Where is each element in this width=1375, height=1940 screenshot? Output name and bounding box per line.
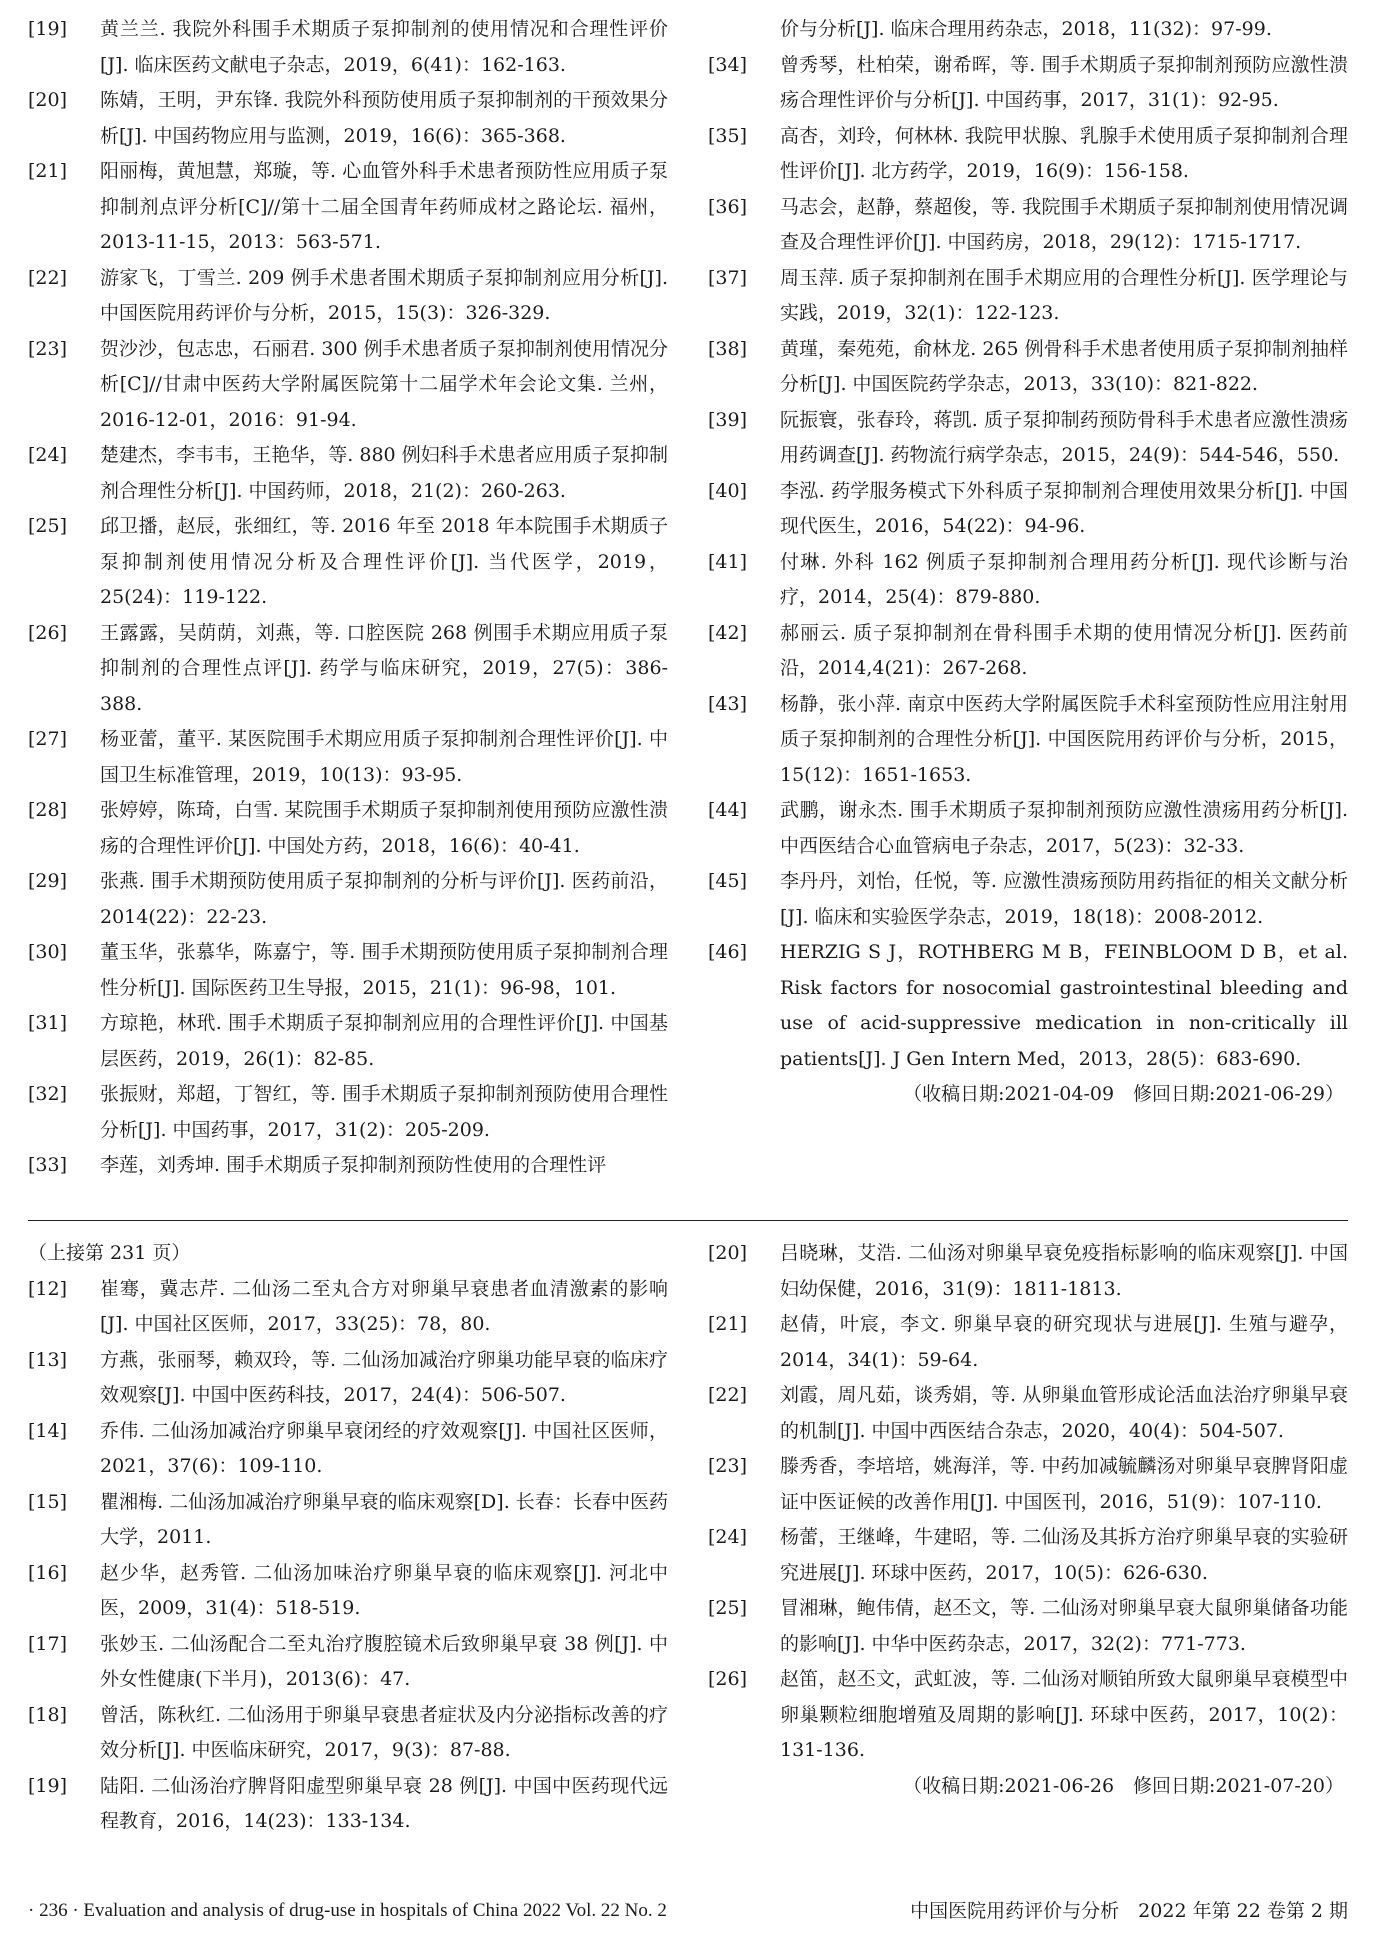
reference-item <box>28 1556 668 1627</box>
received-dates: （收稿日期:2021-06-26 修回日期:2021-07-20） <box>903 1774 1344 1797</box>
reference-text: HERZIG S J，ROTHBERG M B，FEINBLOOM D B，et al. Risk factors for nosocomial gastrointestinal bleeding and use of acid-suppressive medication in non-critically ill patients[J]. J Gen Intern Med，2013，28(5)：683-690. <box>780 941 1348 1070</box>
reference-text: 高杏，刘玲，何林林. 我院甲状腺、乳腺手术使用质子泵抑制剂合理性评价[J]. 北方药学，2019，16(9)：156-158. <box>780 124 1348 182</box>
reference-number: [16] <box>28 1561 68 1584</box>
reference-item <box>28 154 668 261</box>
reference-number: [40] <box>708 479 748 502</box>
reference-number: [42] <box>708 621 748 644</box>
reference-item <box>708 1520 1348 1591</box>
reference-text: 瞿湘梅. 二仙汤加减治疗卵巢早衰的临床观察[D]. 长春：长春中医药大学，2011. <box>100 1490 668 1548</box>
reference-number: [21] <box>708 1313 748 1335</box>
reference-continuation: 价与分析[J]. 临床合理用药杂志，2018，11(32)：97-99. <box>780 18 1272 40</box>
reference-text: 游家飞，丁雪兰. 209 例手术患者围术期质子泵抑制剂应用分析[J]. 中国医院用药评价与分析，2015，15(3)：326-329. <box>100 266 668 324</box>
reference-item <box>708 403 1348 474</box>
bottom-right-column <box>708 1236 1348 1804</box>
reference-number: [43] <box>708 692 748 715</box>
reference-number: [23] <box>708 1455 748 1477</box>
reference-item <box>28 1272 668 1343</box>
reference-item <box>708 1591 1348 1662</box>
reference-item <box>28 864 668 935</box>
reference-text: 邱卫播，赵辰，张细红，等. 2016 年至 2018 年本院围手术期质子泵抑制剂使用情况分析及合理性评价[J]. 当代医学，2019，25(24)：119-122. <box>100 515 668 608</box>
reference-item <box>28 509 668 616</box>
reference-text: 曾秀琴，杜柏荣，谢希晖，等. 围手术期质子泵抑制剂预防应激性溃疡合理性评价与分析[J]. 中国药事，2017，31(1)：92-95. <box>780 53 1348 111</box>
reference-text: 赵倩，叶宸，李文. 卵巢早衰的研究现状与进展[J]. 生殖与避孕，2014，34(1)：59-64. <box>780 1313 1348 1371</box>
reference-item <box>28 1485 668 1556</box>
reference-item <box>28 1769 668 1840</box>
reference-number: [46] <box>708 941 748 963</box>
reference-text: 张燕. 围手术期预防使用质子泵抑制剂的分析与评价[J]. 医药前沿，2014(22)：22-23. <box>100 870 668 928</box>
reference-text: 吕晓琳，艾浩. 二仙汤对卵巢早衰免疫指标影响的临床观察[J]. 中国妇幼保健，2016，31(9)：1811-1813. <box>780 1242 1348 1300</box>
footer-journal-cn: 中国医院用药评价与分析 2022 年第 22 卷第 2 期 <box>910 1900 1348 1922</box>
reference-number: [32] <box>28 1083 68 1105</box>
reference-text: 李泓. 药学服务模式下外科质子泵抑制剂合理使用效果分析[J]. 中国现代医生，2016，54(22)：94-96. <box>780 479 1348 537</box>
reference-text: 黄兰兰. 我院外科围手术期质子泵抑制剂的使用情况和合理性评价[J]. 临床医药文献电子杂志，2019，6(41)：162-163. <box>100 18 668 76</box>
reference-text: 杨静，张小萍. 南京中医药大学附属医院手术科室预防性应用注射用质子泵抑制剂的合理性分析[J]. 中国医院用药评价与分析，2015，15(12)：1651-1653. <box>780 692 1348 786</box>
reference-item <box>28 1414 668 1485</box>
reference-text: 刘霞，周凡茹，谈秀娟，等. 从卵巢血管形成论活血法治疗卵巢早衰的机制[J]. 中国中西医结合杂志，2020，40(4)：504-507. <box>780 1384 1348 1442</box>
reference-number: [37] <box>708 266 748 289</box>
reference-number: [39] <box>708 408 748 431</box>
reference-item <box>28 1148 668 1184</box>
reference-text: 陈婧，王明，尹东锋. 我院外科预防使用质子泵抑制剂的干预效果分析[J]. 中国药物应用与监测，2019，16(6)：365-368. <box>100 89 668 147</box>
reference-text: 王露露，吴荫荫，刘燕，等. 口腔医院 268 例围手术期应用质子泵抑制剂的合理性点评[J]. 药学与临床研究，2019，27(5)：386-388. <box>100 621 668 715</box>
reference-number: [38] <box>708 337 748 360</box>
reference-text: 赵少华，赵秀管. 二仙汤加味治疗卵巢早衰的临床观察[J]. 河北中医，2009，31(4)：518-519. <box>100 1561 668 1619</box>
reference-text: 赵笛，赵丕文，武虹波，等. 二仙汤对顺铂所致大鼠卵巢早衰模型中卵巢颗粒细胞增殖及周期的影响[J]. 环球中医药，2017，10(2)：131-136. <box>780 1668 1348 1761</box>
reference-number: [35] <box>708 124 748 147</box>
reference-text: 黄瑾，秦苑苑，俞林龙. 265 例骨科手术患者使用质子泵抑制剂抽样分析[J]. 中国医院药学杂志，2013，33(10)：821-822. <box>780 337 1348 395</box>
reference-number: [27] <box>28 728 68 750</box>
reference-item <box>28 332 668 439</box>
received-dates: （收稿日期:2021-04-09 修回日期:2021-06-29） <box>903 1083 1344 1105</box>
reference-text: 付琳. 外科 162 例质子泵抑制剂合理用药分析[J]. 现代诊断与治疗，2014，25(4)：879-880. <box>780 550 1348 608</box>
reference-number: [24] <box>708 1526 748 1548</box>
reference-item <box>28 616 668 723</box>
reference-text: 张婷婷，陈琦，白雪. 某院围手术期质子泵抑制剂使用预防应激性溃疡的合理性评价[J]. 中国处方药，2018，16(6)：40-41. <box>100 799 668 857</box>
reference-number: [26] <box>708 1668 748 1690</box>
reference-item <box>708 1307 1348 1378</box>
reference-item <box>28 1627 668 1698</box>
reference-number: [44] <box>708 799 748 821</box>
reference-text: 乔伟. 二仙汤加减治疗卵巢早衰闭经的疗效观察[J]. 中国社区医师，2021，37(6)：109-110. <box>100 1419 668 1477</box>
reference-item <box>708 261 1348 332</box>
reference-item <box>708 474 1348 545</box>
reference-text: 冒湘琳，鲍伟倩，赵丕文，等. 二仙汤对卵巢早衰大鼠卵巢储备功能的影响[J]. 中华中医药杂志，2017，32(2)：771-773. <box>780 1597 1348 1655</box>
reference-item <box>708 616 1348 687</box>
reference-text: 马志会，赵静，蔡超俊，等. 我院围手术期质子泵抑制剂使用情况调查及合理性评价[J]. 中国药房，2018，29(12)：1715-1717. <box>780 195 1348 253</box>
reference-number: [31] <box>28 1012 68 1034</box>
section-divider <box>28 1220 1348 1221</box>
reference-item <box>28 722 668 793</box>
reference-number: [41] <box>708 550 748 573</box>
reference-number: [22] <box>708 1384 748 1406</box>
reference-item <box>708 935 1348 1077</box>
reference-text: 方琼艳，林玳. 围手术期质子泵抑制剂应用的合理性评价[J]. 中国基层医药，2019，26(1)：82-85. <box>100 1012 668 1070</box>
reference-number: [17] <box>28 1632 68 1655</box>
top-left-column <box>28 12 668 1184</box>
reference-text: 楚建杰，李韦韦，王艳华，等. 880 例妇科手术患者应用质子泵抑制剂合理性分析[J]. 中国药师，2018，21(2)：260-263. <box>100 444 668 502</box>
reference-item <box>708 793 1348 864</box>
reference-item <box>28 1343 668 1414</box>
reference-number: [30] <box>28 941 68 963</box>
continuation-note: （上接第 231 页） <box>28 1242 191 1264</box>
reference-number: [26] <box>28 621 68 644</box>
reference-number: [13] <box>28 1348 68 1371</box>
reference-item <box>708 1378 1348 1449</box>
reference-text: 武鹏，谢永杰. 围手术期质子泵抑制剂预防应激性溃疡用药分析[J]. 中西医结合心血管病电子杂志，2017，5(23)：32-33. <box>780 799 1348 857</box>
reference-text: 方燕，张丽琴，赖双玲，等. 二仙汤加减治疗卵巢功能早衰的临床疗效观察[J]. 中国中医药科技，2017，24(4)：506-507. <box>100 1348 668 1406</box>
reference-item <box>28 1077 668 1148</box>
reference-number: [22] <box>28 266 68 289</box>
reference-item <box>28 1006 668 1077</box>
reference-item <box>28 261 668 332</box>
reference-text: 杨蕾，王继峰，牛建昭，等. 二仙汤及其拆方治疗卵巢早衰的实验研究进展[J]. 环球中医药，2017，10(5)：626-630. <box>780 1526 1348 1584</box>
reference-number: [12] <box>28 1277 68 1300</box>
reference-text: 董玉华，张慕华，陈嘉宁，等. 围手术期预防使用质子泵抑制剂合理性分析[J]. 国际医药卫生导报，2015，21(1)：96-98，101. <box>100 941 668 999</box>
reference-item <box>28 438 668 509</box>
reference-number: [33] <box>28 1154 68 1176</box>
reference-text: 阳丽梅，黄旭慧，郑璇，等. 心血管外科手术患者预防性应用质子泵抑制剂点评分析[C]//第十二届全国青年药师成材之路论坛. 福州，2013-11-15，2013：563-571. <box>100 160 668 253</box>
reference-item <box>28 793 668 864</box>
reference-text: 张妙玉. 二仙汤配合二至丸治疗腹腔镜术后致卵巢早衰 38 例[J]. 中外女性健康(下半月)，2013(6)：47. <box>100 1632 668 1690</box>
reference-text: 阮振寰，张春玲，蒋凯. 质子泵抑制药预防骨科手术患者应激性溃疡用药调查[J]. 药物流行病学杂志，2015，24(9)：544-546，550. <box>780 408 1348 466</box>
reference-item <box>708 119 1348 190</box>
reference-number: [28] <box>28 799 68 821</box>
reference-item <box>28 12 668 83</box>
reference-number: [29] <box>28 870 68 892</box>
reference-number: [15] <box>28 1490 68 1513</box>
reference-item <box>28 1698 668 1769</box>
reference-number: [18] <box>28 1703 68 1726</box>
reference-number: [19] <box>28 18 68 40</box>
reference-text: 贺沙沙，包志忠，石丽君. 300 例手术患者质子泵抑制剂使用情况分析[C]//甘肃中医药大学附属医院第十二届学术年会论文集. 兰州，2016-12-01，2016：91-94. <box>100 337 668 431</box>
reference-text: 杨亚蕾，董平. 某医院围手术期应用质子泵抑制剂合理性评价[J]. 中国卫生标准管理，2019，10(13)：93-95. <box>100 728 668 786</box>
reference-item <box>28 935 668 1006</box>
bottom-left-column <box>28 1236 668 1840</box>
reference-item <box>708 1662 1348 1769</box>
reference-item <box>28 83 668 154</box>
reference-number: [45] <box>708 870 748 892</box>
reference-number: [14] <box>28 1419 68 1442</box>
reference-number: [20] <box>708 1242 748 1264</box>
reference-number: [21] <box>28 160 68 182</box>
reference-text: 李莲，刘秀坤. 围手术期质子泵抑制剂预防性使用的合理性评 <box>100 1154 607 1176</box>
reference-text: 滕秀香，李培培，姚海洋，等. 中药加减毓麟汤对卵巢早衰脾肾阳虚证中医证候的改善作用[J]. 中国医刊，2016，51(9)：107-110. <box>780 1455 1348 1513</box>
reference-item <box>708 1449 1348 1520</box>
reference-number: [23] <box>28 337 68 360</box>
reference-item <box>708 190 1348 261</box>
reference-item <box>708 1236 1348 1307</box>
reference-item <box>708 545 1348 616</box>
reference-number: [20] <box>28 89 68 111</box>
reference-text: 李丹丹，刘怡，任悦，等. 应激性溃疡预防用药指征的相关文献分析[J]. 临床和实验医学杂志，2019，18(18)：2008-2012. <box>780 870 1348 928</box>
reference-number: [34] <box>708 53 748 76</box>
reference-number: [24] <box>28 444 68 466</box>
reference-number: [36] <box>708 195 748 218</box>
footer-journal-en: · 236 · Evaluation and analysis of drug-use in hospitals of China 2022 Vol. 22 No. 2 <box>28 1900 667 1921</box>
reference-text: 曾活，陈秋红. 二仙汤用于卵巢早衰患者症状及内分泌指标改善的疗效分析[J]. 中医临床研究，2017，9(3)：87-88. <box>100 1703 668 1761</box>
reference-text: 周玉萍. 质子泵抑制剂在围手术期应用的合理性分析[J]. 医学理论与实践，2019，32(1)：122-123. <box>780 266 1348 324</box>
reference-number: [19] <box>28 1774 68 1797</box>
reference-item <box>708 864 1348 935</box>
reference-item <box>708 332 1348 403</box>
reference-text: 崔骞，冀志芹. 二仙汤二至丸合方对卵巢早衰患者血清激素的影响[J]. 中国社区医师，2017，33(25)：78，80. <box>100 1277 668 1335</box>
reference-number: [25] <box>708 1597 748 1619</box>
top-right-column <box>708 12 1348 1113</box>
reference-item <box>708 687 1348 794</box>
reference-number: [25] <box>28 515 68 537</box>
reference-text: 陆阳. 二仙汤治疗脾肾阳虚型卵巢早衰 28 例[J]. 中国中医药现代远程教育，2016，14(23)：133-134. <box>100 1774 668 1832</box>
reference-text: 郝丽云. 质子泵抑制剂在骨科围手术期的使用情况分析[J]. 医药前沿，2014,4(21)：267-268. <box>780 621 1348 679</box>
reference-text: 张振财，郑超，丁智红，等. 围手术期质子泵抑制剂预防使用合理性分析[J]. 中国药事，2017，31(2)：205-209. <box>100 1083 668 1141</box>
reference-item <box>708 48 1348 119</box>
